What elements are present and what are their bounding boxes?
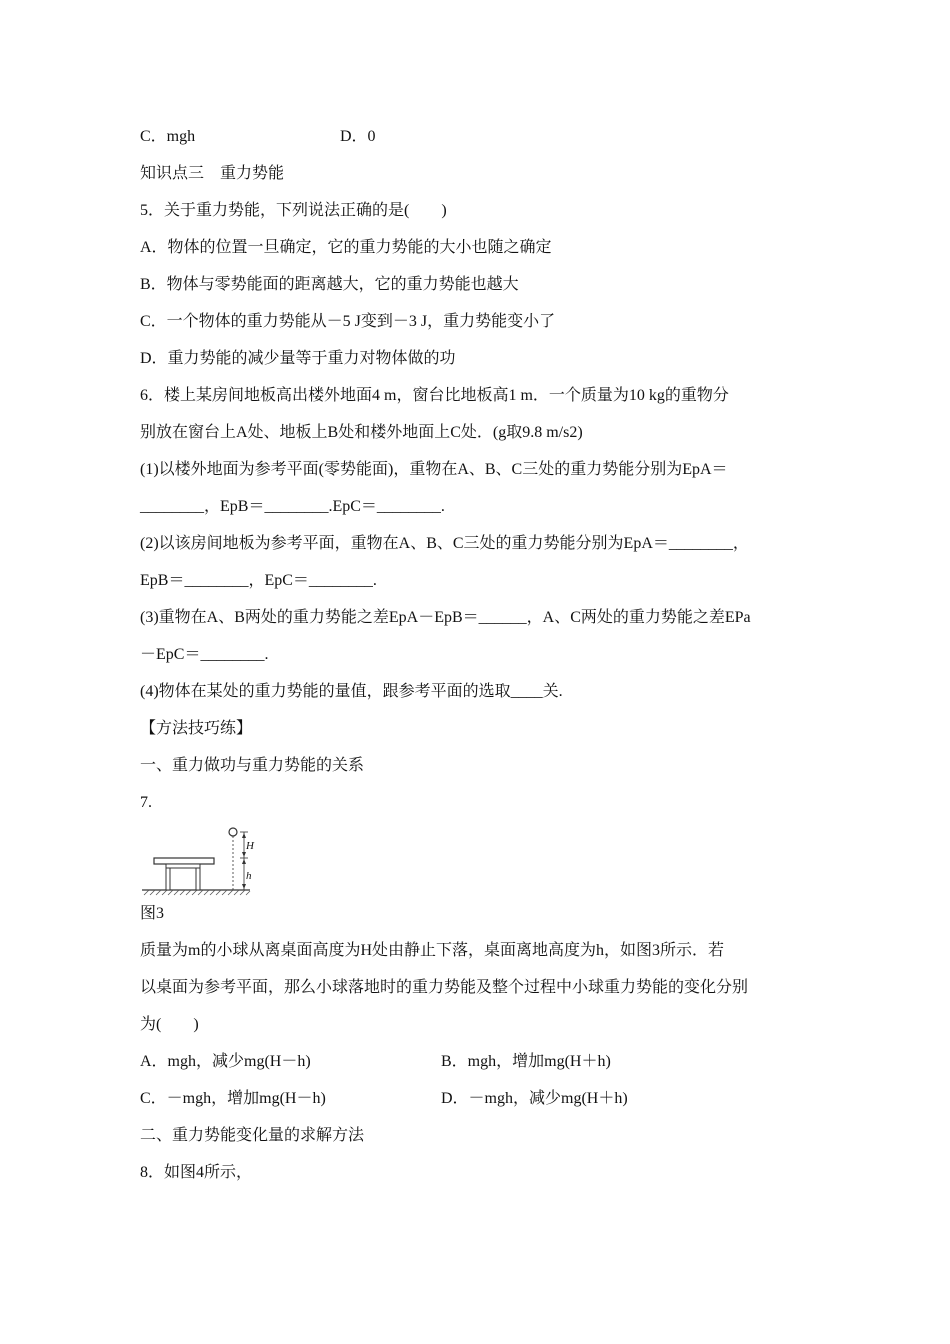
q5-option-a: A．物体的位置一旦确定，它的重力势能的大小也随之确定 <box>140 239 552 256</box>
q6-part1-line2: ________，EpB＝________.EpC＝________. <box>140 498 445 515</box>
q5-option-c: C．一个物体的重力势能从－5 J变到－3 J，重力势能变小了 <box>140 313 556 330</box>
q6-part2-line1: (2)以该房间地板为参考平面，重物在A、B、C三处的重力势能分别为EpA＝________， <box>140 535 749 552</box>
q6-part4: (4)物体在某处的重力势能的量值，跟参考平面的选取____关. <box>140 683 563 700</box>
q6-stem-line2: 别放在窗台上A处、地板上B处和楼外地面上C处．(g取9.8 m/s2) <box>140 424 583 441</box>
label-h: h <box>246 870 252 882</box>
q6-part2-line2: EpB＝________，EpC＝________. <box>140 572 377 589</box>
table-ball-diagram <box>140 824 260 896</box>
subsection-heading-2: 二、重力势能变化量的求解方法 <box>140 1127 365 1144</box>
q7-number: 7. <box>140 794 152 811</box>
section-heading-3: 知识点三 重力势能 <box>140 165 285 182</box>
label-H: H <box>246 840 254 852</box>
q7-option-a: A．mgh，减少mg(H－h) <box>140 1053 311 1070</box>
q6-part1-line1: (1)以楼外地面为参考平面(零势能面)，重物在A、B、C三处的重力势能分别为EpA＝ <box>140 461 728 478</box>
method-practice-heading: 【方法技巧练】 <box>140 720 253 737</box>
q5-option-d: D．重力势能的减少量等于重力对物体做的功 <box>140 350 456 367</box>
option-c: C．mgh <box>140 128 196 145</box>
q7-option-d: D．－mgh，减少mg(H＋h) <box>441 1090 628 1107</box>
q7-stem-line1: 质量为m的小球从离桌面高度为H处由静止下落，桌面离地高度为h，如图3所示．若 <box>140 942 725 959</box>
option-d: D．0 <box>340 128 376 145</box>
q5-option-b: B．物体与零势能面的距离越大，它的重力势能也越大 <box>140 276 519 293</box>
q5-stem: 5．关于重力势能，下列说法正确的是( ) <box>140 202 447 219</box>
q7-option-c: C．－mgh，增加mg(H－h) <box>140 1090 326 1107</box>
q7-stem-line2: 以桌面为参考平面，那么小球落地时的重力势能及整个过程中小球重力势能的变化分别 <box>140 979 749 996</box>
q8-stem: 8．如图4所示， <box>140 1164 253 1181</box>
q6-stem-line1: 6．楼上某房间地板高出楼外地面4 m，窗台比地板高1 m．一个质量为10 kg的重物分 <box>140 387 729 404</box>
subsection-heading-1: 一、重力做功与重力势能的关系 <box>140 757 365 774</box>
q6-part3-line2: －EpC＝________. <box>140 646 269 663</box>
q7-option-b: B．mgh，增加mg(H＋h) <box>441 1053 611 1070</box>
q7-stem-line3: 为( ) <box>140 1016 199 1033</box>
q6-part3-line1: (3)重物在A、B两处的重力势能之差EpA－EpB＝______，A、C两处的重力势能之差EPa <box>140 609 751 626</box>
figure-3-caption: 图3 <box>140 905 165 922</box>
figure-3-table-ball <box>140 824 260 901</box>
